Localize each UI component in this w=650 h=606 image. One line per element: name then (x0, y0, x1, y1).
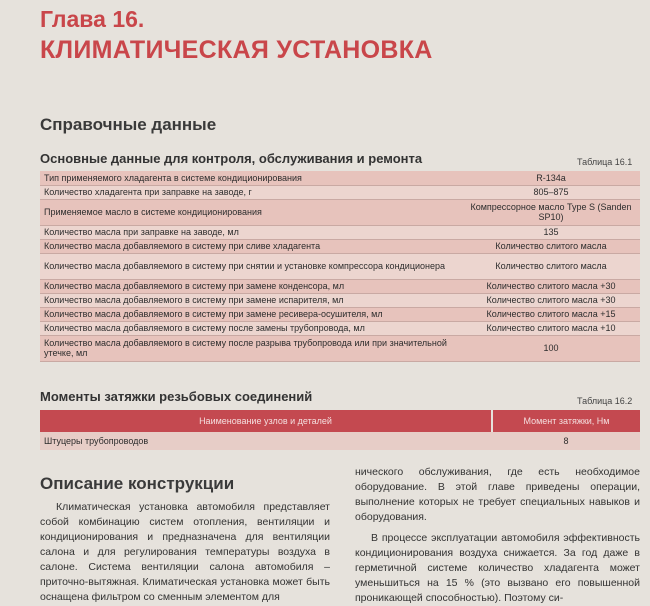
param-cell: Количество хладагента при заправке на заводе, г (40, 185, 462, 199)
torque-table (40, 410, 640, 450)
paragraph: нического обслуживания, где есть необходимое оборудование. В этой главе приведены операции, выполнение которых не требует специальных навыков и оборудования. (355, 466, 640, 523)
value-cell: Количество слитого масла +10 (462, 321, 640, 335)
param-cell: Количество масла при заправке на заводе, мл (40, 225, 462, 239)
column-header-name: Наименование узлов и деталей (40, 410, 492, 432)
value-cell: 100 (462, 335, 640, 361)
param-cell: Тип применяемого хладагента в системе кондиционирования (40, 171, 462, 185)
value-cell: Количество слитого масла (462, 253, 640, 279)
chapter-number: Глава 16. (40, 6, 145, 32)
torque-value-cell: 8 (492, 432, 640, 450)
column-header-value: Момент затяжки, Нм (492, 410, 640, 432)
value-cell: Компрессорное масло Type S (Sanden SP10) (462, 199, 640, 225)
table-row (40, 335, 640, 361)
chapter-title: КЛИМАТИЧЕСКАЯ УСТАНОВКА (40, 36, 433, 64)
table-row (40, 185, 640, 199)
table-row (40, 171, 640, 185)
main-table-heading: Основные данные для контроля, обслуживания и ремонта (40, 151, 423, 166)
value-cell: Количество слитого масла +30 (462, 293, 640, 307)
torque-table-heading: Моменты затяжки резьбовых соединений (40, 389, 313, 404)
value-cell: 135 (462, 225, 640, 239)
table-header-row (40, 410, 640, 432)
reference-heading: Справочные данные (40, 115, 217, 134)
part-name-cell: Штуцеры трубопроводов (40, 432, 492, 450)
table-16-2-caption: Таблица 16.2 (577, 396, 633, 406)
param-cell: Количество масла добавляемого в систему при замене конденсора, мл (40, 279, 462, 293)
value-cell: Количество слитого масла +30 (462, 279, 640, 293)
table-16-1-caption: Таблица 16.1 (577, 157, 633, 167)
paragraph: Климатическая установка автомобиля представляет собой комбинацию систем отопления, вентиляции и кондиционирования и предназначена для вентиляции салона и для регулирования температуры воздуха в салоне. Система вентиляции салона автомобиля – приточно-вытяжная. Климатическая установка может быть оснащена фильтром со сменным элементом для (40, 501, 330, 603)
value-cell: R-134a (462, 171, 640, 185)
table-row (40, 279, 640, 293)
value-cell: 805–875 (462, 185, 640, 199)
param-cell: Количество масла добавляемого в систему при замене ресивера-осушителя, мл (40, 307, 462, 321)
param-cell: Количество масла добавляемого в систему при снятии и установке компрессора кондиционера (40, 253, 462, 279)
table-row (40, 307, 640, 321)
value-cell: Количество слитого масла +15 (462, 307, 640, 321)
table-row (40, 321, 640, 335)
paragraph: В процессе эксплуатации автомобиля эффективность кондиционирования воздуха снижается. За год даже в герметичной системе количество хладагента может уменьшиться на 15 % (это вызвано его повышенной проникающей способностью). Поэтому си- (355, 532, 640, 604)
table-row (40, 225, 640, 239)
text-column-left (40, 500, 330, 605)
table-row (40, 239, 640, 253)
param-cell: Количество масла добавляемого в систему при замене испарителя, мл (40, 293, 462, 307)
text-column-right (355, 465, 640, 606)
param-cell: Количество масла добавляемого в систему после разрыва трубопровода или при значительной утечке, мл (40, 335, 462, 361)
description-heading: Описание конструкции (40, 474, 235, 493)
param-cell: Количество масла добавляемого в систему после замены трубопровода, мл (40, 321, 462, 335)
table-row (40, 432, 640, 450)
param-cell: Количество масла добавляемого в систему при сливе хладагента (40, 239, 462, 253)
value-cell: Количество слитого масла (462, 239, 640, 253)
param-cell: Применяемое масло в системе кондиционирования (40, 199, 462, 225)
table-row (40, 253, 640, 279)
table-row (40, 293, 640, 307)
main-data-table (40, 171, 640, 362)
table-row (40, 199, 640, 225)
